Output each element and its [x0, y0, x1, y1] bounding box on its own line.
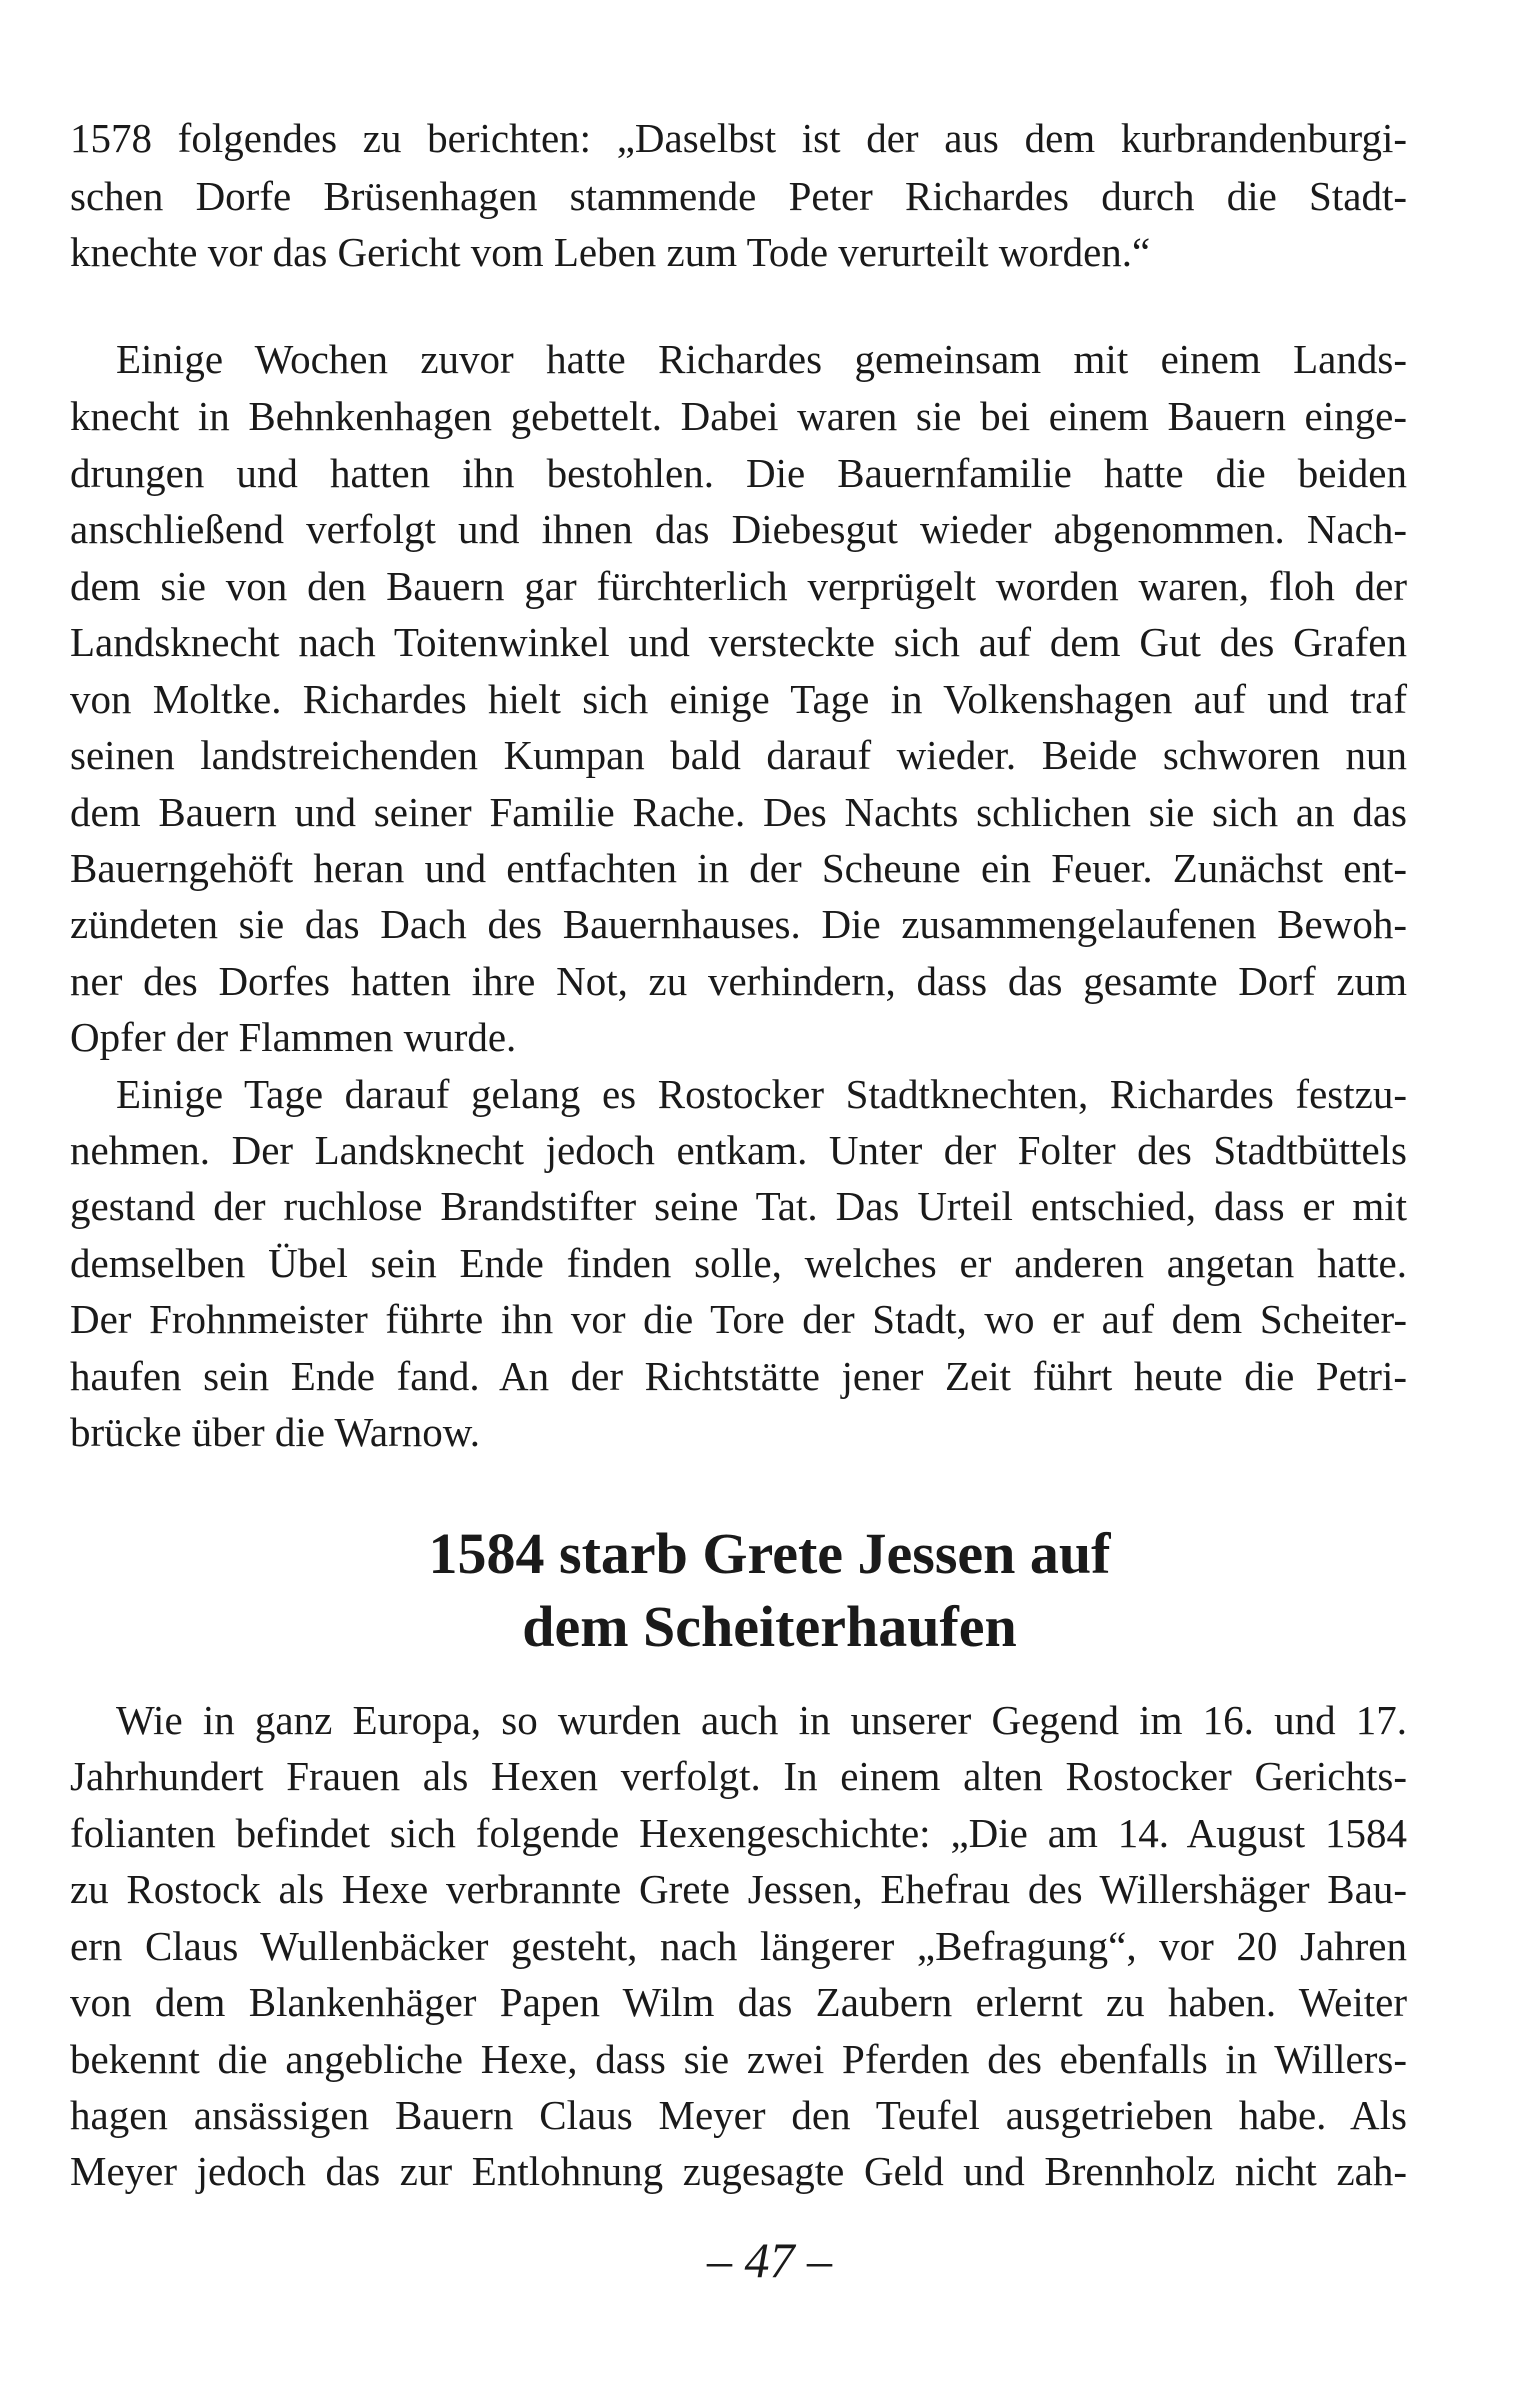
text-line: dem sie von den Bauern gar fürchterlich verprügelt worden waren, floh der [70, 563, 1407, 609]
text-line: von Moltke. Richardes hielt sich einige Tage in Volkenshagen auf und traf [70, 676, 1407, 722]
text-line: hagen ansässigen Bauern Claus Meyer den Teufel ausgetrieben habe. Als [70, 2092, 1407, 2138]
text-line: drungen und hatten ihn bestohlen. Die Bauernfamilie hatte die beiden [70, 450, 1407, 496]
text-line: bekennt die angebliche Hexe, dass sie zwei Pferden des ebenfalls in Willers- [70, 2036, 1407, 2082]
text-line: Opfer der Flammen wurde. [70, 1014, 517, 1060]
text-line: folianten befindet sich folgende Hexengeschichte: „Die am 14. August 1584 [70, 1810, 1407, 1856]
text-line: von dem Blankenhäger Papen Wilm das Zaubern erlernt zu haben. Weiter [70, 1979, 1407, 2025]
text-line: Wie in ganz Europa, so wurden auch in unserer Gegend im 16. und 17. [116, 1697, 1407, 1743]
text-line: ern Claus Wullenbäcker gesteht, nach längerer „Befragung“, vor 20 Jahren [70, 1923, 1407, 1969]
text-line: schen Dorfe Brüsenhagen stammende Peter Richardes durch die Stadt- [70, 173, 1407, 219]
text-line: 1578 folgendes zu berichten: „Daselbst ist der aus dem kurbrandenburgi- [70, 115, 1407, 161]
text-line: nehmen. Der Landsknecht jedoch entkam. Unter der Folter des Stadtbüttels [70, 1127, 1407, 1173]
text-line: knecht in Behnkenhagen gebettelt. Dabei waren sie bei einem Bauern einge- [70, 393, 1407, 439]
text-line: Meyer jedoch das zur Entlohnung zugesagte Geld und Brennholz nicht zah- [70, 2148, 1407, 2194]
text-line: dem Bauern und seiner Familie Rache. Des Nachts schlichen sie sich an das [70, 789, 1407, 835]
heading-line: dem Scheiterhaufen [522, 1594, 1017, 1659]
text-line: Einige Wochen zuvor hatte Richardes gemeinsam mit einem Lands- [116, 336, 1407, 382]
heading-line: 1584 starb Grete Jessen auf [428, 1521, 1111, 1586]
text-line: Der Frohnmeister führte ihn vor die Tore der Stadt, wo er auf dem Scheiter- [70, 1296, 1407, 1342]
text-line: Bauerngehöft heran und entfachten in der Scheune ein Feuer. Zunächst ent- [70, 845, 1407, 891]
page-number: – 47 – [707, 2232, 832, 2288]
text-line: anschließend verfolgt und ihnen das Diebesgut wieder abgenommen. Nach- [70, 506, 1407, 552]
text-line: demselben Übel sein Ende finden solle, welches er anderen angetan hatte. [70, 1240, 1407, 1286]
text-line: knechte vor das Gericht vom Leben zum Tode verurteilt worden.“ [70, 229, 1151, 275]
text-line: seinen landstreichenden Kumpan bald darauf wieder. Beide schworen nun [70, 732, 1407, 778]
text-line: Landsknecht nach Toitenwinkel und versteckte sich auf dem Gut des Grafen [70, 619, 1407, 665]
text-line: zündeten sie das Dach des Bauernhauses. Die zusammengelaufenen Bewoh- [70, 901, 1407, 947]
text-line: brücke über die Warnow. [70, 1409, 480, 1455]
text-line: Jahrhundert Frauen als Hexen verfolgt. In einem alten Rostocker Gerichts- [70, 1753, 1407, 1799]
text-line: gestand der ruchlose Brandstifter seine Tat. Das Urteil entschied, dass er mit [70, 1183, 1407, 1229]
text-line: haufen sein Ende fand. An der Richtstätte jener Zeit führt heute die Petri- [70, 1353, 1407, 1399]
text-line: Einige Tage darauf gelang es Rostocker Stadtknechten, Richardes festzu- [116, 1071, 1407, 1117]
text-line: ner des Dorfes hatten ihre Not, zu verhindern, dass das gesamte Dorf zum [70, 958, 1407, 1004]
text-line: zu Rostock als Hexe verbrannte Grete Jessen, Ehefrau des Willershäger Bau- [70, 1866, 1407, 1912]
